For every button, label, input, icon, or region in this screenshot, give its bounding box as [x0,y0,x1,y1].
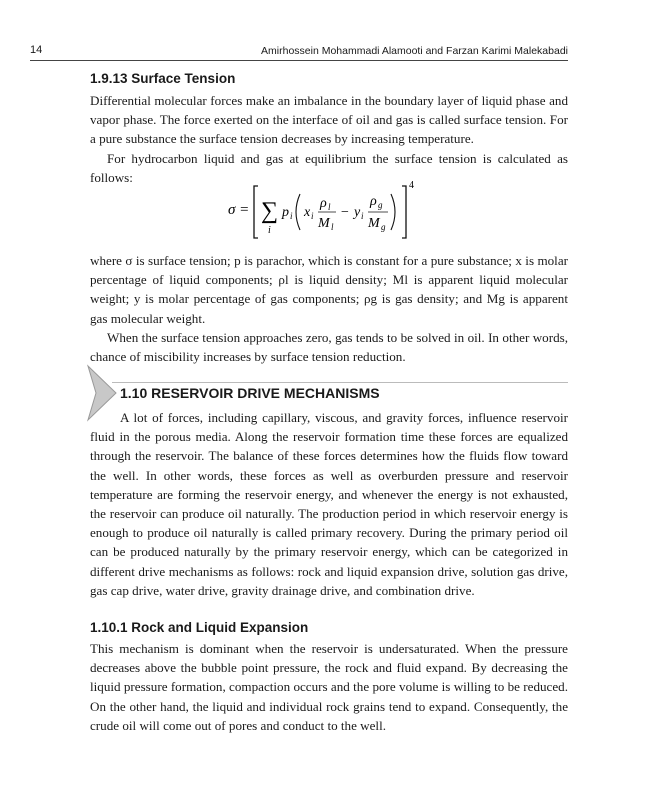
sum-symbol: ∑ [261,198,279,224]
section-divider [112,382,568,383]
heading-reservoir-drive: 1.10 RESERVOIR DRIVE MECHANISMS [120,385,380,401]
running-header [30,44,568,61]
right-paren [391,194,395,230]
paragraph: When the surface tension approaches zero, gas tends to be solved in oil. In other words, chance of miscibility increases by surface tension reduction. [90,329,568,365]
left-bracket [254,186,258,238]
sub-i: i [311,211,314,221]
paragraph: A lot of forces, including capillary, viscous, and gravity forces, influence reservoir fluid in the porous media. Along the reservoir formation time these forces are equalized through the reservoir. The balance of these forces determines how the fluids flow toward the well. In other words, these forces as well as overburden pressure and reservoir temperature are forming the reservoir energy, and whenever the energy is not exhausted, the reservoir can produce oil naturally. The production period in which reservoir energy is enough to produce oil naturally is called primary recovery. During the primary period oil can be produced naturally by the primary reservoir energy, which can be categorized in different drive mechanisms as follows: rock and liquid expansion drive, solution gas drive, gas cap drive, water drive, gravity drainage drive, and combination drive. [90,410,568,598]
sub-g: g [378,200,383,210]
paragraph: where σ is surface tension; p is parachor, which is constant for a pure substance; x is molar percentage of liquid components; ρl is liquid density; Ml is apparent liquid molecular weight; y is molar percentage of gas components; ρg is gas density; and Mg is apparent gas molecular weight. [90,253,568,326]
var-x: x [304,205,311,220]
heading-rock-liquid-expansion: 1.10.1 Rock and Liquid Expansion [90,620,309,635]
sub-l: l [328,202,331,212]
sum-index: i [268,225,271,236]
minus: − [341,205,349,220]
var-y: y [354,205,361,220]
heading-surface-tension: 1.9.13 Surface Tension [90,71,236,86]
exponent: 4 [409,180,414,191]
rock-liquid-expansion-text [90,639,568,735]
sub-i: i [361,211,364,221]
formula-lhs: σ = [228,202,250,218]
reservoir-drive-text [90,408,568,600]
rho-l: ρ [320,196,327,211]
right-bracket [402,186,406,238]
page-number: 14 [30,44,43,56]
left-paren [296,194,300,230]
paragraph: For hydrocarbon liquid and gas at equilibrium the surface tension is calculated as follows: [90,150,568,185]
surface-tension-definitions [90,251,568,366]
surface-tension-intro [90,91,568,187]
sub-g: g [381,222,386,232]
M-l: M [318,216,330,231]
paragraph: This mechanism is dominant when the reservoir is undersaturated. When the pressure decreases above the bubble point pressure, the rock and fluid expand. By decreasing the liquid pressure formation, compaction occurs and the pore volume is willing to be reduced. On the other hand, the liquid and individual rock grains tend to expand. Consequently, the crude oil will come out of pores and conduct to the well. [90,641,568,733]
sub-i: i [290,211,293,221]
var-p: p [282,205,289,220]
paragraph: Differential molecular forces make an imbalance in the boundary layer of liquid phase and vapor phase. The force exerted on the interface of oil and gas is called surface tension. For a pure substance the surface tension decreases by increasing temperature. [90,93,568,147]
surface-tension-equation [228,178,468,242]
header-authors: Amirhossein Mohammadi Alamooti and Farzan Karimi Malekabadi [261,45,568,57]
M-g: M [368,216,380,231]
rho-g: ρ [370,194,377,209]
sub-l: l [331,222,334,232]
